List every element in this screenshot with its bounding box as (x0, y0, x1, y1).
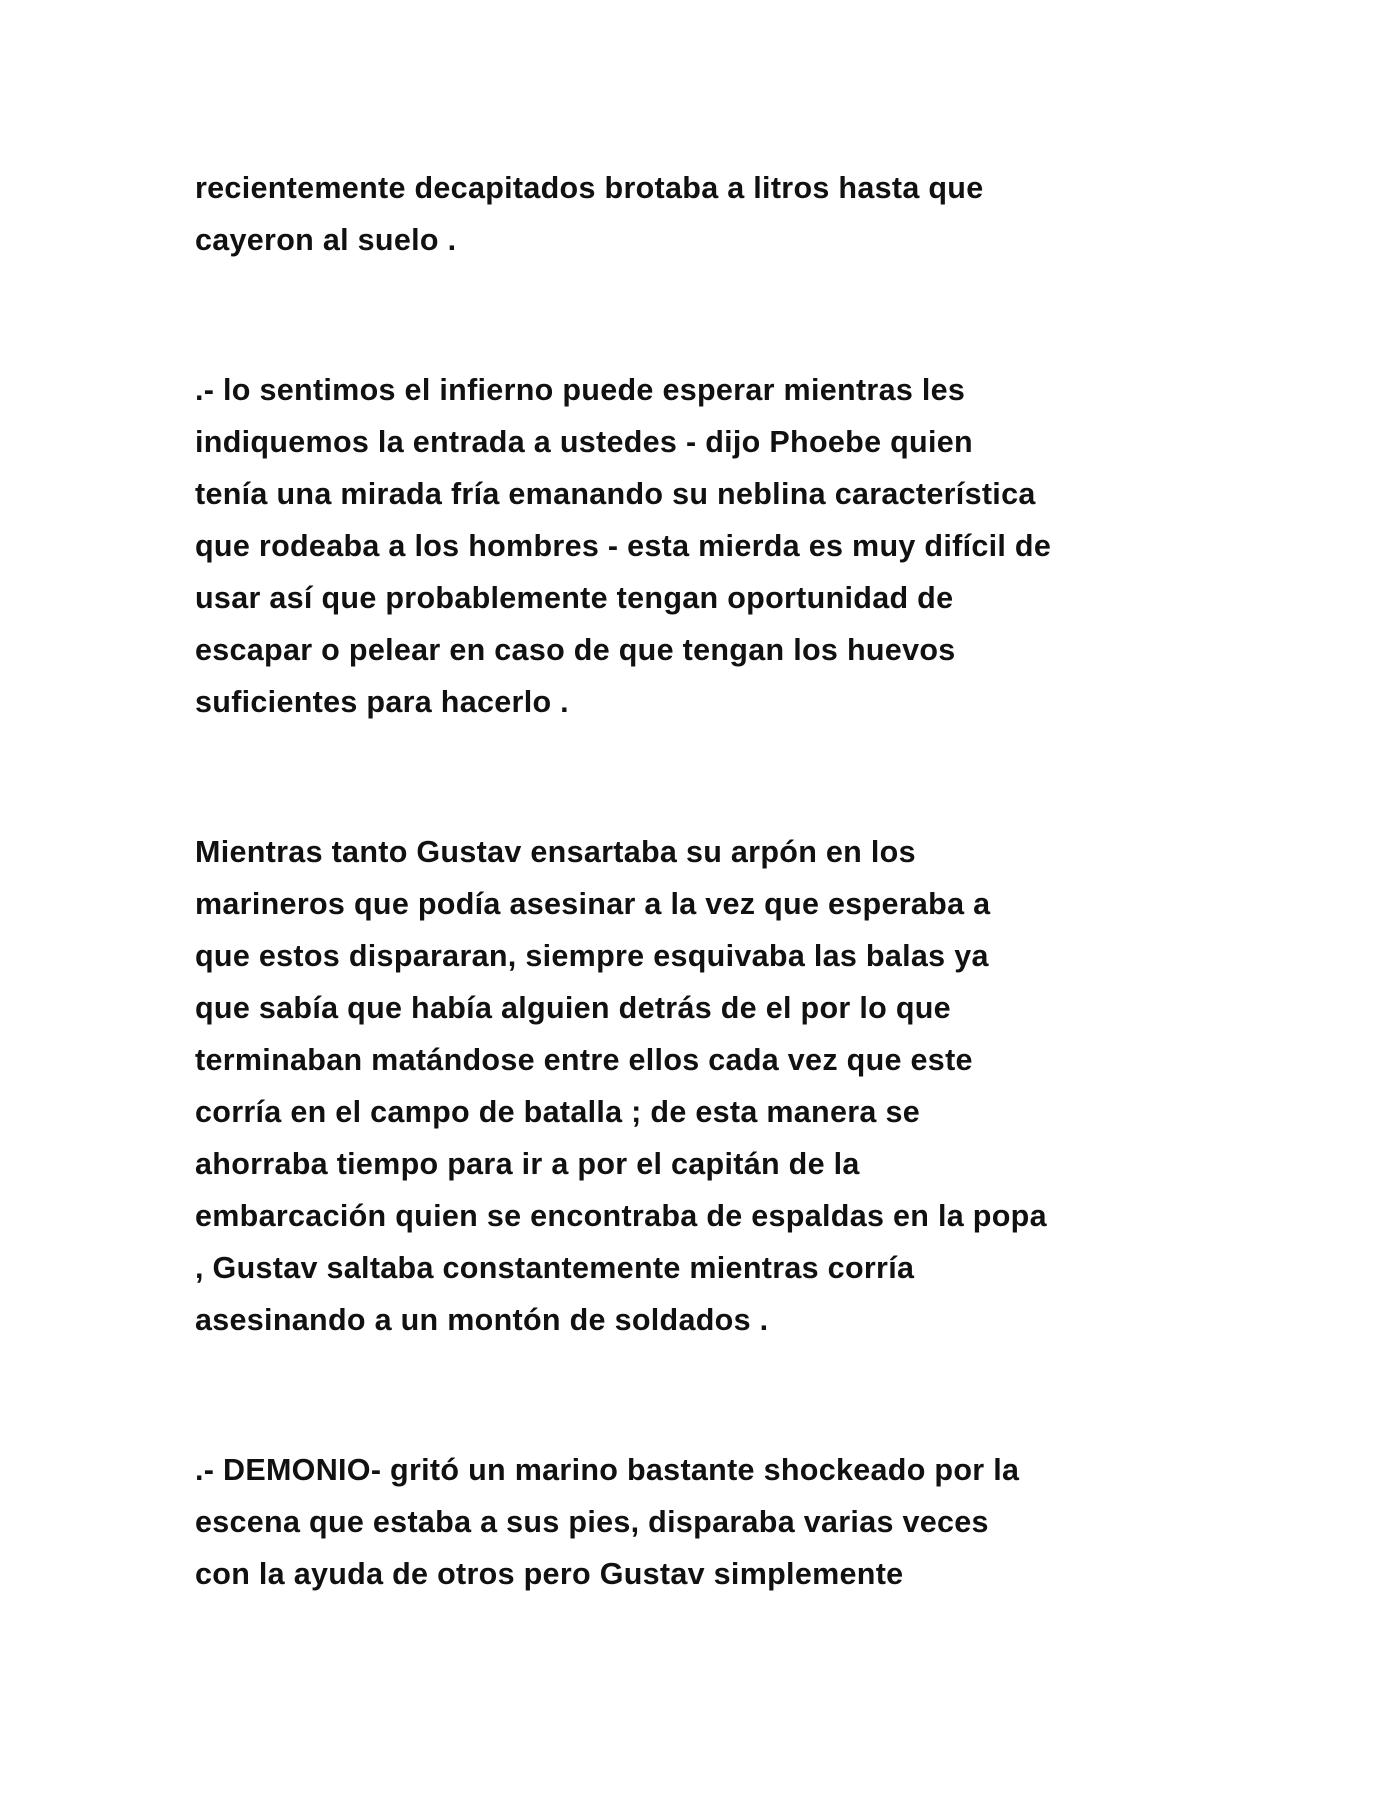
text-line: que sabía que había alguien detrás de el por lo que (195, 991, 951, 1025)
text-line: indiquemos la entrada a ustedes - dijo Phoebe quien (195, 425, 973, 459)
text-line: embarcación quien se encontraba de espaldas en la popa (195, 1199, 1047, 1233)
text-line: corría en el campo de batalla ; de esta manera se (195, 1095, 920, 1129)
text-line: Mientras tanto Gustav ensartaba su arpón en los (195, 835, 916, 869)
text-line: ahorraba tiempo para ir a por el capitán de la (195, 1147, 860, 1181)
text-line: terminaban matándose entre ellos cada vez que este (195, 1043, 973, 1077)
text-line: marineros que podía asesinar a la vez que esperaba a (195, 887, 991, 921)
text-line: usar así que probablemente tengan oportunidad de (195, 581, 954, 615)
text-line: tenía una mirada fría emanando su neblina característica (195, 477, 1036, 511)
text-line: recientemente decapitados brotaba a litros hasta que (195, 171, 984, 205)
text-line: que rodeaba a los hombres - esta mierda es muy difícil de (195, 529, 1052, 563)
text-line: suficientes para hacerlo . (195, 685, 569, 719)
text-line: asesinando a un montón de soldados . (195, 1303, 769, 1337)
text-line: .- lo sentimos el infierno puede esperar mientras les (195, 373, 966, 407)
text-line: , Gustav saltaba constantemente mientras corría (195, 1251, 915, 1285)
text-line: .- DEMONIO- gritó un marino bastante shockeado por la (195, 1453, 1020, 1487)
text-line: escapar o pelear en caso de que tengan los huevos (195, 633, 956, 667)
paragraph-2 (195, 364, 1255, 728)
paragraph-spacer (195, 266, 1255, 364)
text-line: que estos dispararan, siempre esquivaba las balas ya (195, 939, 989, 973)
paragraph-spacer (195, 728, 1255, 826)
text-line: cayeron al suelo . (195, 223, 457, 257)
paragraph-1 (195, 162, 1255, 266)
text-line: con la ayuda de otros pero Gustav simplemente (195, 1557, 904, 1591)
paragraph-4 (195, 1444, 1255, 1600)
paragraph-3 (195, 826, 1255, 1346)
text-line: escena que estaba a sus pies, disparaba varias veces (195, 1505, 989, 1539)
paragraph-spacer (195, 1346, 1255, 1444)
document-body (195, 162, 1255, 1600)
